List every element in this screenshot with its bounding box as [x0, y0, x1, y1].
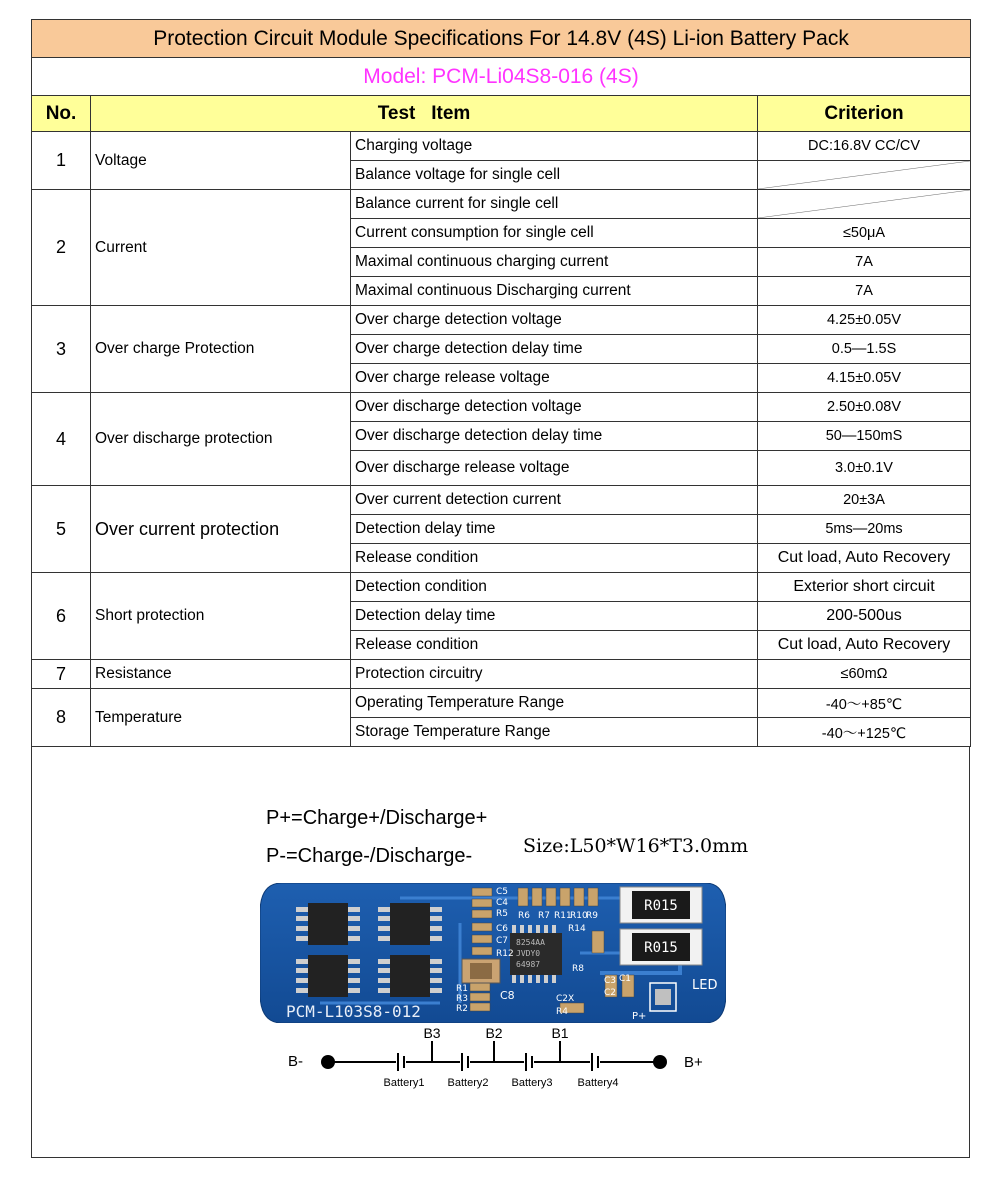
test-item-cell: Balance voltage for single cell: [351, 161, 758, 190]
category-cell: Over discharge protection: [91, 393, 351, 486]
silk-label: R7: [538, 911, 550, 921]
test-item-cell: Current consumption for single cell: [351, 219, 758, 248]
criterion-cell: 5ms—20ms: [758, 515, 971, 544]
legend-pminus: P-=Charge-/Discharge-: [266, 845, 473, 867]
category-cell: Temperature: [91, 689, 351, 747]
silk-label: C8: [500, 989, 515, 1002]
column-header-criterion: Criterion: [758, 96, 971, 132]
ic-marking: JVDY0: [516, 949, 541, 958]
resistor-marking: R015: [644, 940, 678, 956]
terminal-tap: B1: [551, 1025, 569, 1041]
silk-label: C7: [496, 936, 509, 946]
row-number: 2: [32, 190, 91, 306]
led-label: LED: [692, 978, 718, 993]
test-item-cell: Detection delay time: [351, 602, 758, 631]
row-number: 8: [32, 689, 91, 747]
table-row: [32, 306, 971, 335]
silk-label: C6: [496, 924, 509, 934]
silk-label: R5: [496, 909, 508, 919]
criterion-cell: DC:16.8V CC/CV: [758, 132, 971, 161]
category-cell: Voltage: [91, 132, 351, 190]
criterion-cell: 4.25±0.05V: [758, 306, 971, 335]
criterion-cell: 0.5—1.5S: [758, 335, 971, 364]
silk-label: C2: [604, 988, 617, 998]
row-number: 7: [32, 660, 91, 689]
diagonal-slash-icon: [758, 161, 970, 189]
test-item-cell: Over discharge detection delay time: [351, 422, 758, 451]
criterion-cell: Cut load, Auto Recovery: [758, 631, 971, 660]
test-item-cell: Detection condition: [351, 573, 758, 602]
criterion-cell: [758, 161, 971, 190]
silk-label: R9: [586, 911, 598, 921]
battery-label: Battery1: [383, 1077, 425, 1089]
criterion-cell: 7A: [758, 277, 971, 306]
row-number: 4: [32, 393, 91, 486]
silk-label: R6: [518, 911, 530, 921]
criterion-cell: ≤60mΩ: [758, 660, 971, 689]
test-item-cell: Over discharge detection voltage: [351, 393, 758, 422]
test-item-cell: Over charge detection voltage: [351, 306, 758, 335]
criterion-cell: 3.0±0.1V: [758, 451, 971, 486]
silk-label: C5: [496, 887, 509, 897]
test-item-cell: Detection delay time: [351, 515, 758, 544]
silk-label: R11: [554, 911, 572, 921]
table-row: [32, 573, 971, 602]
silk-label: R2: [456, 1004, 468, 1014]
table-row: [32, 393, 971, 422]
battery-label: Battery2: [447, 1077, 489, 1089]
criterion-cell: 50—150mS: [758, 422, 971, 451]
test-item-cell: Protection circuitry: [351, 660, 758, 689]
category-cell: Resistance: [91, 660, 351, 689]
row-number: 3: [32, 306, 91, 393]
table-row: [32, 689, 971, 718]
silk-label: R10: [570, 911, 588, 921]
silk-label: R8: [572, 964, 584, 974]
row-number: 1: [32, 132, 91, 190]
row-number: 5: [32, 486, 91, 573]
column-header-no: No.: [32, 96, 91, 132]
criterion-cell: -40～+85℃: [758, 689, 971, 718]
silk-label: C2X: [556, 994, 575, 1004]
battery-label: Battery3: [511, 1077, 553, 1089]
terminal-bminus: B-: [288, 1053, 303, 1070]
silk-label: C4: [496, 898, 509, 908]
board-label: PCM-L103S8-012: [286, 1002, 421, 1021]
ic-marking: 8254AA: [516, 938, 545, 947]
table-header: [32, 96, 971, 132]
test-item-cell: Storage Temperature Range: [351, 718, 758, 747]
criterion-cell: 20±3A: [758, 486, 971, 515]
test-item-cell: Balance current for single cell: [351, 190, 758, 219]
diagonal-slash-icon: [758, 190, 970, 218]
column-header-item: Test Item: [91, 96, 758, 132]
ic-marking: 64987: [516, 960, 541, 969]
criterion-cell: 200-500us: [758, 602, 971, 631]
battery-label: Battery4: [577, 1077, 619, 1089]
spec-sheet: [31, 19, 970, 747]
test-item-cell: Maximal continuous Discharging current: [351, 277, 758, 306]
table-row: [32, 660, 971, 689]
category-cell: Over current protection: [91, 486, 351, 573]
size-label: Size:L50*W16*T3.0mm: [523, 835, 749, 857]
criterion-cell: Exterior short circuit: [758, 573, 971, 602]
test-item-cell: Over discharge release voltage: [351, 451, 758, 486]
row-number: 6: [32, 573, 91, 660]
silk-label: R3: [456, 994, 468, 1004]
test-item-cell: Over charge release voltage: [351, 364, 758, 393]
category-cell: Over charge Protection: [91, 306, 351, 393]
criterion-cell: 7A: [758, 248, 971, 277]
terminal-tap: B3: [423, 1025, 441, 1041]
criterion-cell: -40～+125℃: [758, 718, 971, 747]
terminal-bplus: B+: [684, 1054, 703, 1071]
silk-label: R12: [496, 949, 514, 959]
test-item-cell: Over current detection current: [351, 486, 758, 515]
criterion-cell: 4.15±0.05V: [758, 364, 971, 393]
table-row: [32, 132, 971, 161]
criterion-cell: ≤50μA: [758, 219, 971, 248]
silk-label: R14: [568, 924, 586, 934]
test-item-cell: Over charge detection delay time: [351, 335, 758, 364]
silk-label: R4: [556, 1007, 568, 1017]
test-item-cell: Release condition: [351, 631, 758, 660]
category-cell: Current: [91, 190, 351, 306]
resistor-marking: R015: [644, 898, 678, 914]
test-item-cell: Operating Temperature Range: [351, 689, 758, 718]
test-item-cell: Maximal continuous charging current: [351, 248, 758, 277]
test-item-cell: Charging voltage: [351, 132, 758, 161]
spec-table: [31, 19, 971, 747]
silk-label: R1: [456, 984, 468, 994]
battery-wiring-diagram: [280, 1025, 740, 1095]
table-row: [32, 486, 971, 515]
category-cell: Short protection: [91, 573, 351, 660]
page-title: Protection Circuit Module Specifications For 14.8V (4S) Li-ion Battery Pack: [32, 20, 971, 58]
pcb-board-image: [260, 883, 726, 1023]
test-item-cell: Release condition: [351, 544, 758, 573]
silk-label: C1: [619, 974, 632, 984]
criterion-cell: [758, 190, 971, 219]
model-label: Model: PCM-Li04S8-016 (4S): [32, 58, 971, 96]
pplus-label: P+: [632, 1011, 647, 1022]
criterion-cell: Cut load, Auto Recovery: [758, 544, 971, 573]
criterion-cell: 2.50±0.08V: [758, 393, 971, 422]
terminal-tap: B2: [485, 1025, 503, 1041]
silk-label: C3: [604, 976, 617, 986]
table-row: [32, 190, 971, 219]
legend-pplus: P+=Charge+/Discharge+: [266, 807, 488, 829]
